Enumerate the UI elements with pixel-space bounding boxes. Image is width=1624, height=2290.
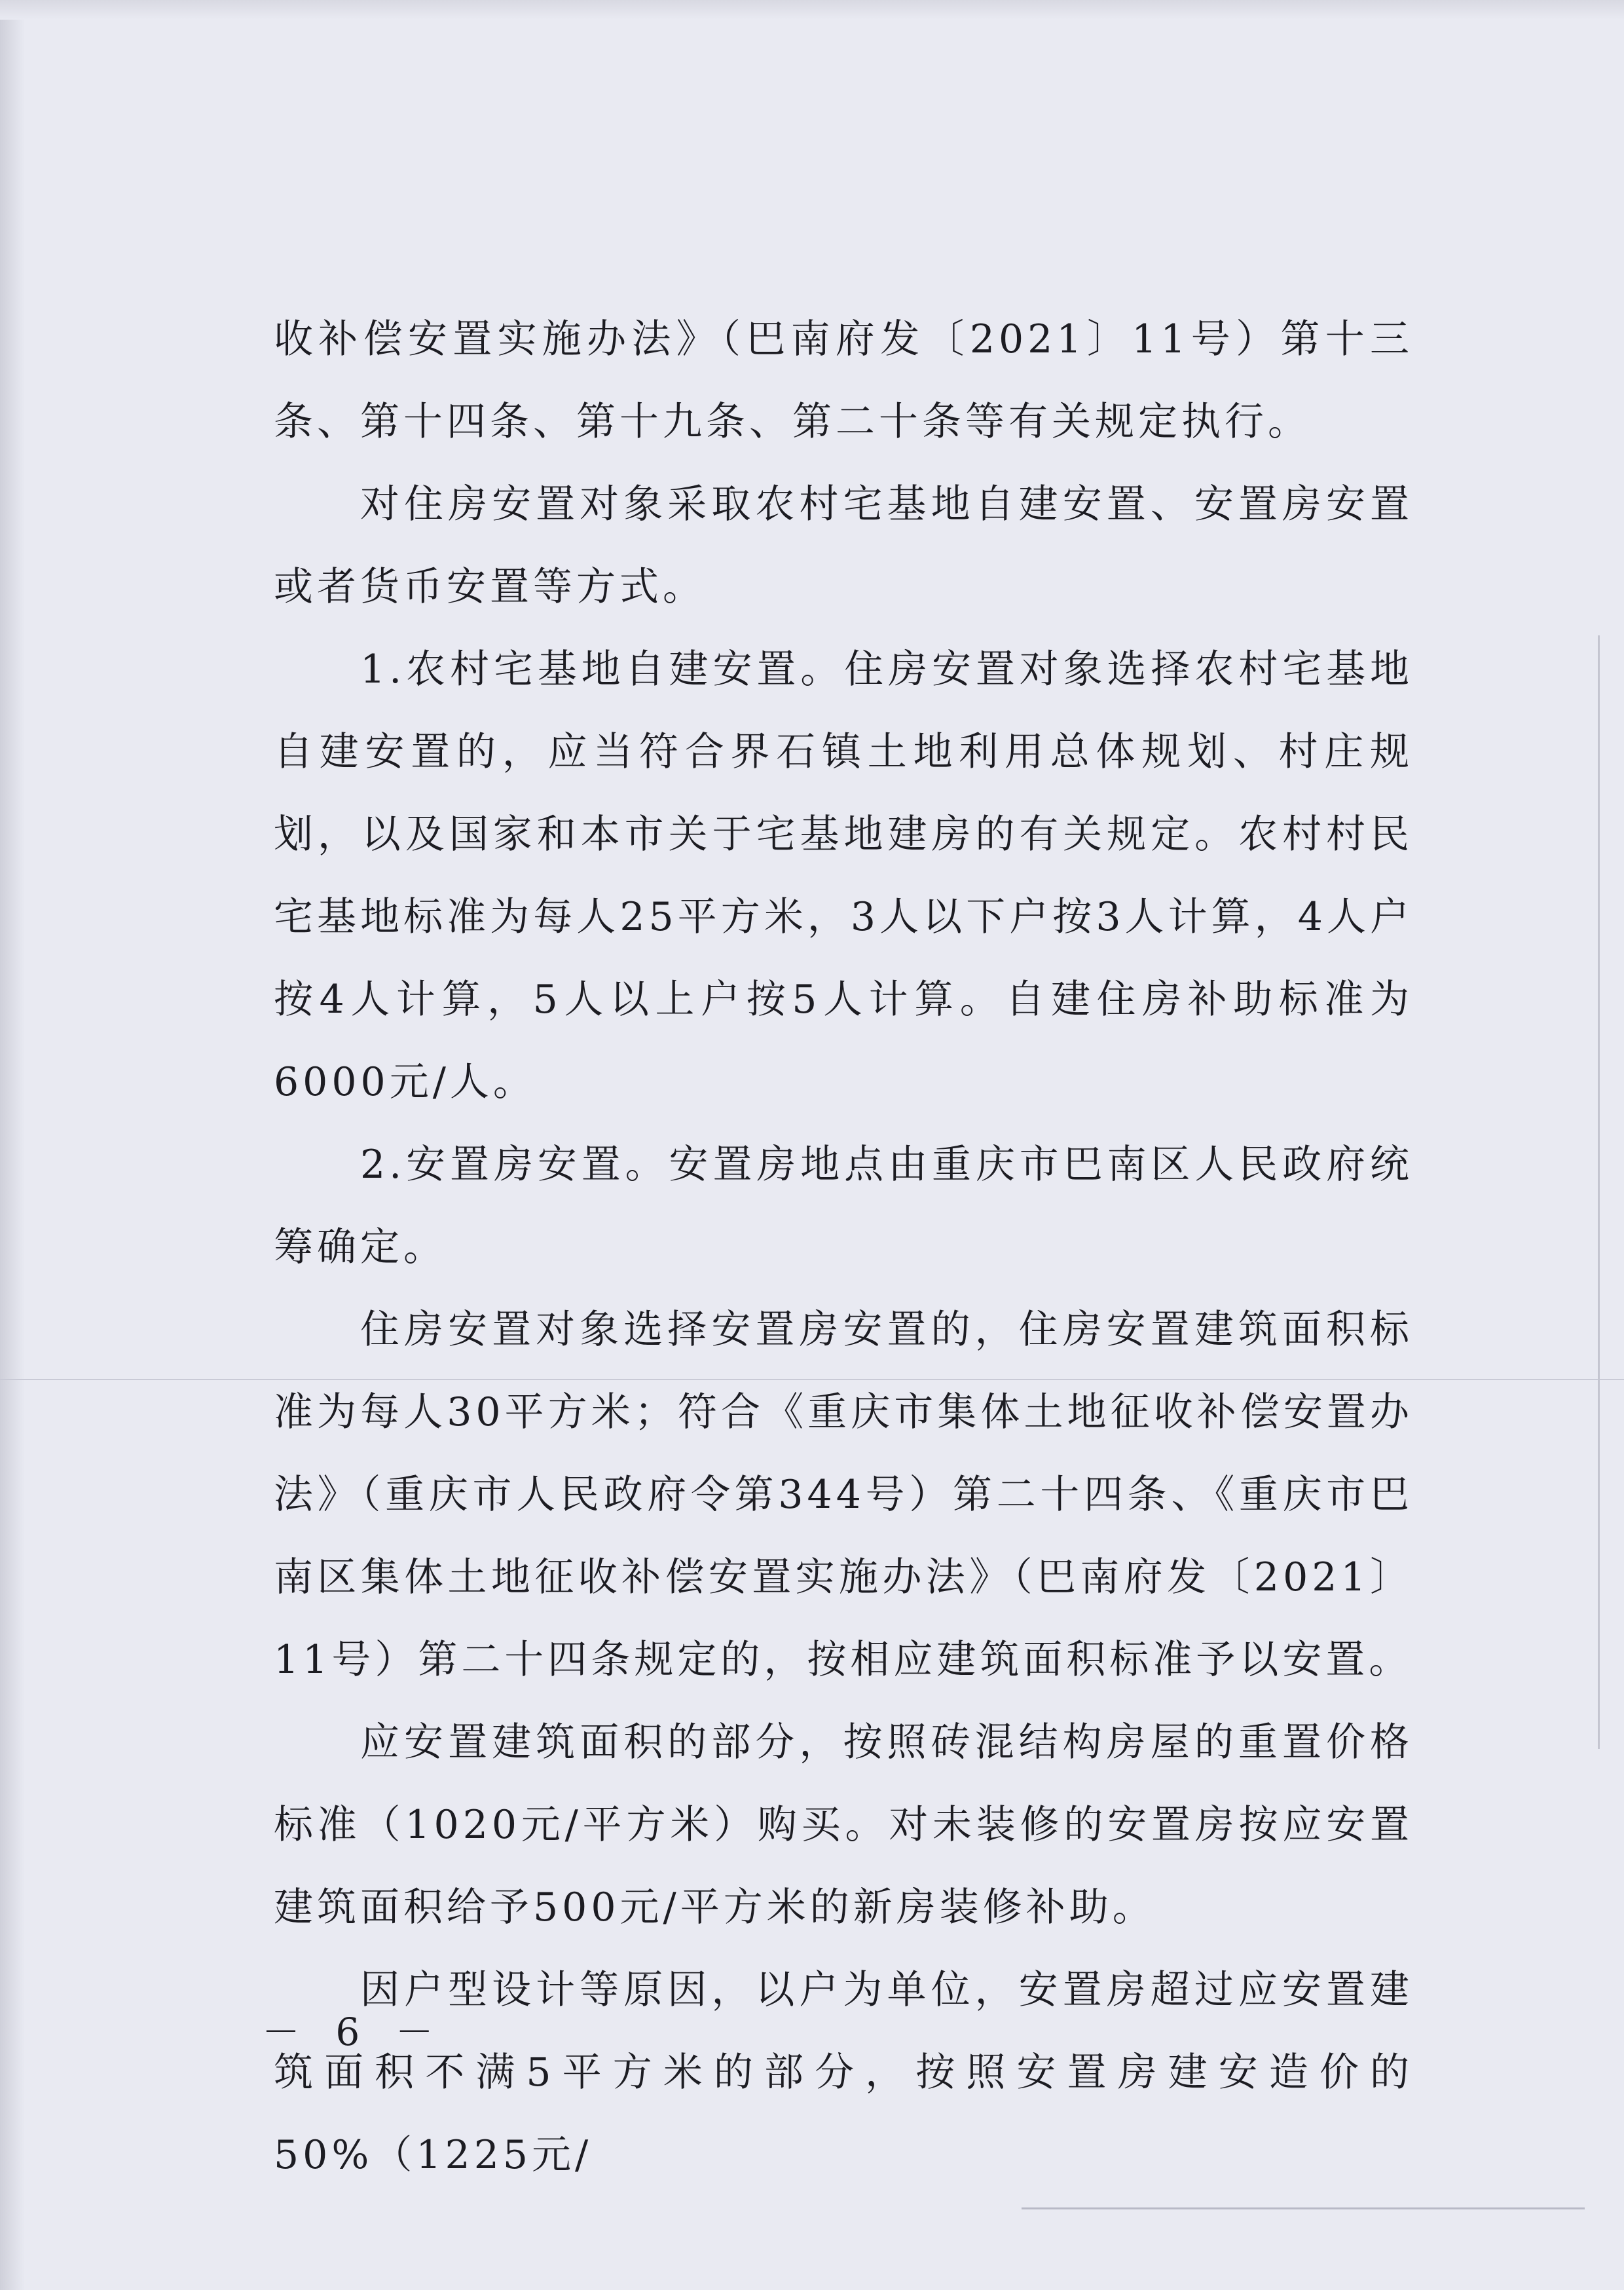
scan-shadow-left <box>0 0 25 2290</box>
paragraph-excess-area: 因户型设计等原因，以户为单位，安置房超过应安置建筑面积不满5平方米的部分，按照安置房建安造价的50%（1225元/ <box>274 1967 1413 2178</box>
paragraph-area-standard: 住房安置对象选择安置房安置的，住房安置建筑面积标准为每人30平方米；符合《重庆市集体土地征收补偿安置办法》（重庆市人民政府令第344号）第二十四条、《重庆市巴南区集体土地征收补偿安置实施办法》（巴南府发〔2021〕11号）第二十四条规定的，按相应建筑面积标准予以安置。 <box>274 1307 1413 1683</box>
paragraph-resettlement-housing: 2.安置房安置。安置房地点由重庆市巴南区人民政府统筹确定。 <box>274 1142 1413 1270</box>
paper-edge-mark-right <box>1598 635 1600 1749</box>
document-body <box>274 298 1413 2196</box>
paragraph-continuation: 收补偿安置实施办法》（巴南府发〔2021〕11号）第十三条、第十四条、第十九条、第二十条等有关规定执行。 <box>274 316 1413 445</box>
paragraph-homestead-self-build: 1.农村宅基地自建安置。住房安置对象选择农村宅基地自建安置的，应当符合界石镇土地利用总体规划、村庄规划，以及国家和本市关于宅基地建房的有关规定。农村村民宅基地标准为每人25平方米，3人以下户按3人计算，4人户按4人计算，5人以上户按5人计算。自建住房补助标准为6000元/人。 <box>274 647 1413 1105</box>
page-number: － 6 － <box>262 2010 445 2054</box>
paper-edge-mark-bottom <box>1022 2207 1585 2209</box>
paragraph-housing-methods: 对住房安置对象采取农村宅基地自建安置、安置房安置或者货币安置等方式。 <box>274 481 1413 610</box>
paragraph-purchase-price: 应安置建筑面积的部分，按照砖混结构房屋的重置价格标准（1020元/平方米）购买。对未装修的安置房按应安置建筑面积给予500元/平方米的新房装修补助。 <box>274 1719 1413 1930</box>
scan-shadow-top <box>0 0 1624 20</box>
